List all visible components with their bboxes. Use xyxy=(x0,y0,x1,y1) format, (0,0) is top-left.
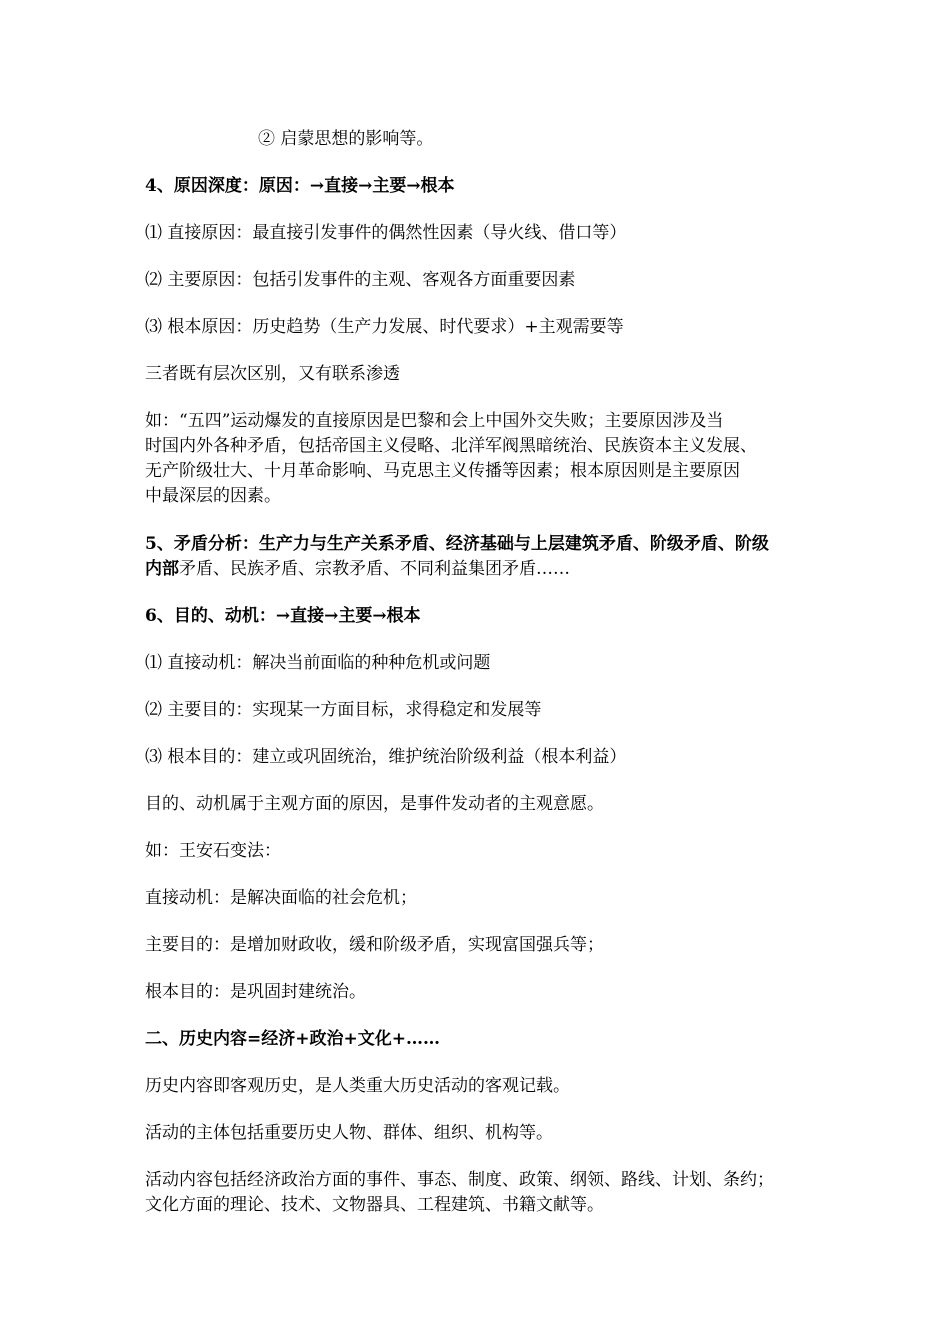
example-line: 如：“五四”运动爆发的直接原因是巴黎和会上中国外交失败；主要原因涉及当 xyxy=(145,411,724,431)
history-content-definition: 历史内容即客观历史，是人类重大历史活动的客观记载。 xyxy=(145,1076,570,1096)
activity-subject: 活动的主体包括重要历史人物、群体、组织、机构等。 xyxy=(145,1123,553,1143)
direct-motive-item: ⑴ 直接动机：解决当前面临的种种危机或问题 xyxy=(145,653,491,673)
root-cause-item: ⑶ 根本原因：历史趋势（生产力发展、时代要求）+主观需要等 xyxy=(145,317,624,337)
wang-anshi-direct: 直接动机：是解决面临的社会危机； xyxy=(145,888,417,908)
section-6-heading: 6、目的、动机：→直接→主要→根本 xyxy=(145,606,421,626)
section-5-bold-word: 内部 xyxy=(145,559,179,579)
wang-anshi-intro: 如：王安石变法： xyxy=(145,841,281,861)
may-fourth-example xyxy=(145,409,815,509)
main-purpose-item: ⑵ 主要目的：实现某一方面目标，求得稳定和发展等 xyxy=(145,700,542,720)
section-5-heading: 5、矛盾分析：生产力与生产关系矛盾、经济基础与上层建筑矛盾、阶级矛盾、阶级 xyxy=(145,534,769,554)
main-cause-item: ⑵ 主要原因：包括引发事件的主观、客观各方面重要因素 xyxy=(145,270,576,290)
purpose-note: 目的、动机属于主观方面的原因，是事件发动者的主观意愿。 xyxy=(145,794,604,814)
activity-content-line: 活动内容包括经济政治方面的事件、事态、制度、政策、纲领、路线、计划、条约； xyxy=(145,1170,774,1190)
direct-cause-item: ⑴ 直接原因：最直接引发事件的偶然性因素（导火线、借口等） xyxy=(145,223,627,243)
example-line: 中最深层的因素。 xyxy=(145,486,281,506)
section-5-contradiction xyxy=(145,532,815,582)
wang-anshi-main: 主要目的：是增加财政收，缓和阶级矛盾，实现富国强兵等； xyxy=(145,935,604,955)
example-line: 无产阶级壮大、十月革命影响、马克思主义传播等因素；根本原因则是主要原因 xyxy=(145,461,740,481)
activity-content xyxy=(145,1168,815,1218)
section-two-heading: 二、历史内容=经济+政治+文化+…… xyxy=(145,1029,440,1049)
wang-anshi-root: 根本目的：是巩固封建统治。 xyxy=(145,982,366,1002)
section-5-rest: 矛盾、民族矛盾、宗教矛盾、不同利益集团矛盾…… xyxy=(179,559,570,579)
cause-relation-note: 三者既有层次区别，又有联系渗透 xyxy=(145,364,400,384)
root-purpose-item: ⑶ 根本目的：建立或巩固统治，维护统治阶级利益（根本利益） xyxy=(145,747,627,767)
reason-item-enlightenment: ② 启蒙思想的影响等。 xyxy=(258,129,434,149)
section-4-heading: 4、原因深度：原因：→直接→主要→根本 xyxy=(145,176,455,196)
activity-content-line: 文化方面的理论、技术、文物器具、工程建筑、书籍文献等。 xyxy=(145,1195,604,1215)
example-line: 时国内外各种矛盾，包括帝国主义侵略、北洋军阀黑暗统治、民族资本主义发展、 xyxy=(145,436,757,456)
section-5-line2 xyxy=(145,557,815,582)
